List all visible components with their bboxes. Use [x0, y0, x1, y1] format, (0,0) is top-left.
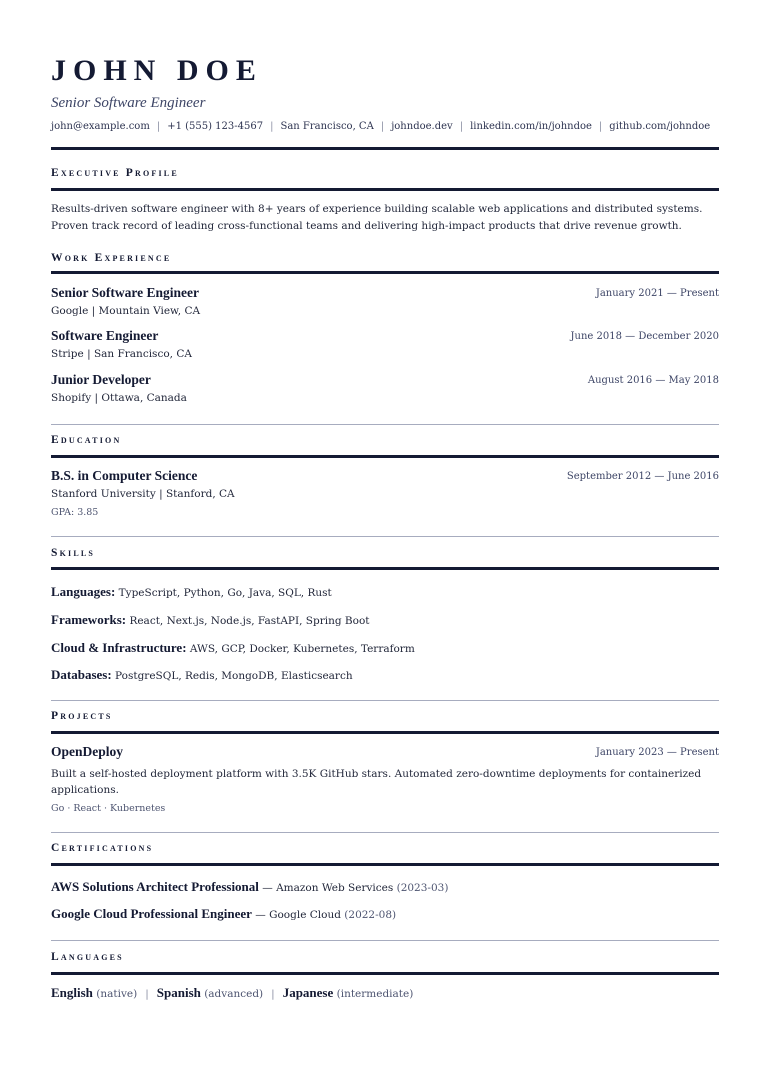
contact-website[interactable]: johndoe.dev [391, 121, 453, 132]
degree-title: B.S. in Computer Science [51, 468, 198, 483]
candidate-title: Senior Software Engineer [51, 95, 206, 111]
project-dates: January 2023 — Present [595, 747, 719, 758]
section-underline [51, 188, 719, 191]
section-divider [51, 700, 719, 701]
languages-line [51, 985, 413, 1001]
contact-location: San Francisco, CA [280, 121, 374, 132]
section-heading-skills: Skills [51, 547, 96, 559]
skill-label: Languages: [51, 584, 116, 599]
language-level: (native) [96, 988, 138, 1000]
language-name: Spanish [156, 985, 201, 1000]
section-divider [51, 832, 719, 833]
section-heading-certifications: Certifications [51, 842, 154, 854]
separator: | [156, 121, 161, 132]
contact-linkedin[interactable]: linkedin.com/in/johndoe [470, 121, 592, 132]
skill-label: Cloud & Infrastructure: [51, 640, 187, 655]
certification-name: AWS Solutions Architect Professional [51, 879, 259, 894]
certification-issuer: — Amazon Web Services [262, 882, 394, 894]
education-dates: September 2012 — June 2016 [566, 471, 719, 482]
skill-label: Databases: [51, 667, 112, 682]
certification-issuer: — Google Cloud [255, 909, 341, 921]
gpa: GPA: 3.85 [51, 507, 99, 518]
section-heading-profile: Executive Profile [51, 167, 179, 179]
language-name: Japanese [282, 985, 334, 1000]
header-divider [51, 147, 719, 150]
certification-row [51, 879, 448, 895]
skill-row [51, 640, 415, 656]
skill-value: PostgreSQL, Redis, MongoDB, Elasticsearch [115, 670, 353, 682]
contact-phone[interactable]: +1 (555) 123-4567 [167, 121, 264, 132]
separator: | [145, 988, 149, 1000]
job-title: Senior Software Engineer [51, 285, 199, 300]
certification-name: Google Cloud Professional Engineer [51, 906, 252, 921]
skill-row [51, 612, 370, 628]
project-tech-stack: Go · React · Kubernetes [51, 803, 166, 814]
separator: | [270, 121, 274, 132]
section-divider [51, 940, 719, 941]
language-level: (advanced) [204, 988, 264, 1000]
school-name: Stanford University | Stanford, CA [51, 488, 235, 500]
job-dates: August 2016 — May 2018 [587, 375, 719, 386]
contact-github[interactable]: github.com/johndoe [609, 121, 711, 132]
skill-row [51, 584, 332, 600]
certification-row [51, 906, 396, 922]
job-dates: January 2021 — Present [595, 288, 719, 299]
section-underline [51, 863, 719, 866]
job-company: Google | Mountain View, CA [51, 305, 201, 317]
project-name: OpenDeploy [51, 744, 124, 759]
separator: | [459, 121, 464, 132]
skill-row [51, 667, 353, 683]
job-company: Stripe | San Francisco, CA [51, 348, 192, 360]
project-description: Built a self-hosted deployment platform with 3.5K GitHub stars. Automated zero-downtime deployments for containerized applications. [51, 768, 702, 796]
section-underline [51, 567, 719, 570]
job-title: Junior Developer [51, 372, 151, 387]
certification-date: (2022-08) [344, 909, 397, 921]
job-dates: June 2018 — December 2020 [570, 331, 719, 342]
profile-summary: Results-driven software engineer with 8+ years of experience building scalable web applications and distributed systems. Proven track record of leading cross-functional teams and delivering high-impact products that drive revenue growth. [51, 203, 703, 232]
skill-value: React, Next.js, Node.js, FastAPI, Spring Boot [129, 615, 370, 627]
section-divider [51, 424, 719, 425]
certification-date: (2023-03) [396, 882, 449, 894]
candidate-name: JOHN DOE [51, 54, 263, 87]
section-heading-education: Education [51, 434, 122, 446]
section-underline [51, 731, 719, 734]
section-heading-experience: Work Experience [51, 252, 172, 264]
section-divider [51, 536, 719, 537]
separator: | [598, 121, 603, 132]
language-name: English [51, 985, 93, 1000]
contact-line [51, 121, 719, 132]
contact-email[interactable]: john@example.com [51, 121, 150, 132]
section-underline [51, 455, 719, 458]
separator: | [380, 121, 385, 132]
section-heading-languages: Languages [51, 951, 124, 963]
separator: | [271, 988, 275, 1000]
skill-value: TypeScript, Python, Go, Java, SQL, Rust [118, 587, 332, 599]
section-heading-projects: Projects [51, 710, 113, 722]
language-level: (intermediate) [336, 988, 414, 1000]
skill-value: AWS, GCP, Docker, Kubernetes, Terraform [189, 643, 415, 655]
section-underline [51, 271, 719, 274]
section-underline [51, 972, 719, 975]
job-title: Software Engineer [51, 328, 159, 343]
skill-label: Frameworks: [51, 612, 127, 627]
job-company: Shopify | Ottawa, Canada [51, 392, 187, 404]
